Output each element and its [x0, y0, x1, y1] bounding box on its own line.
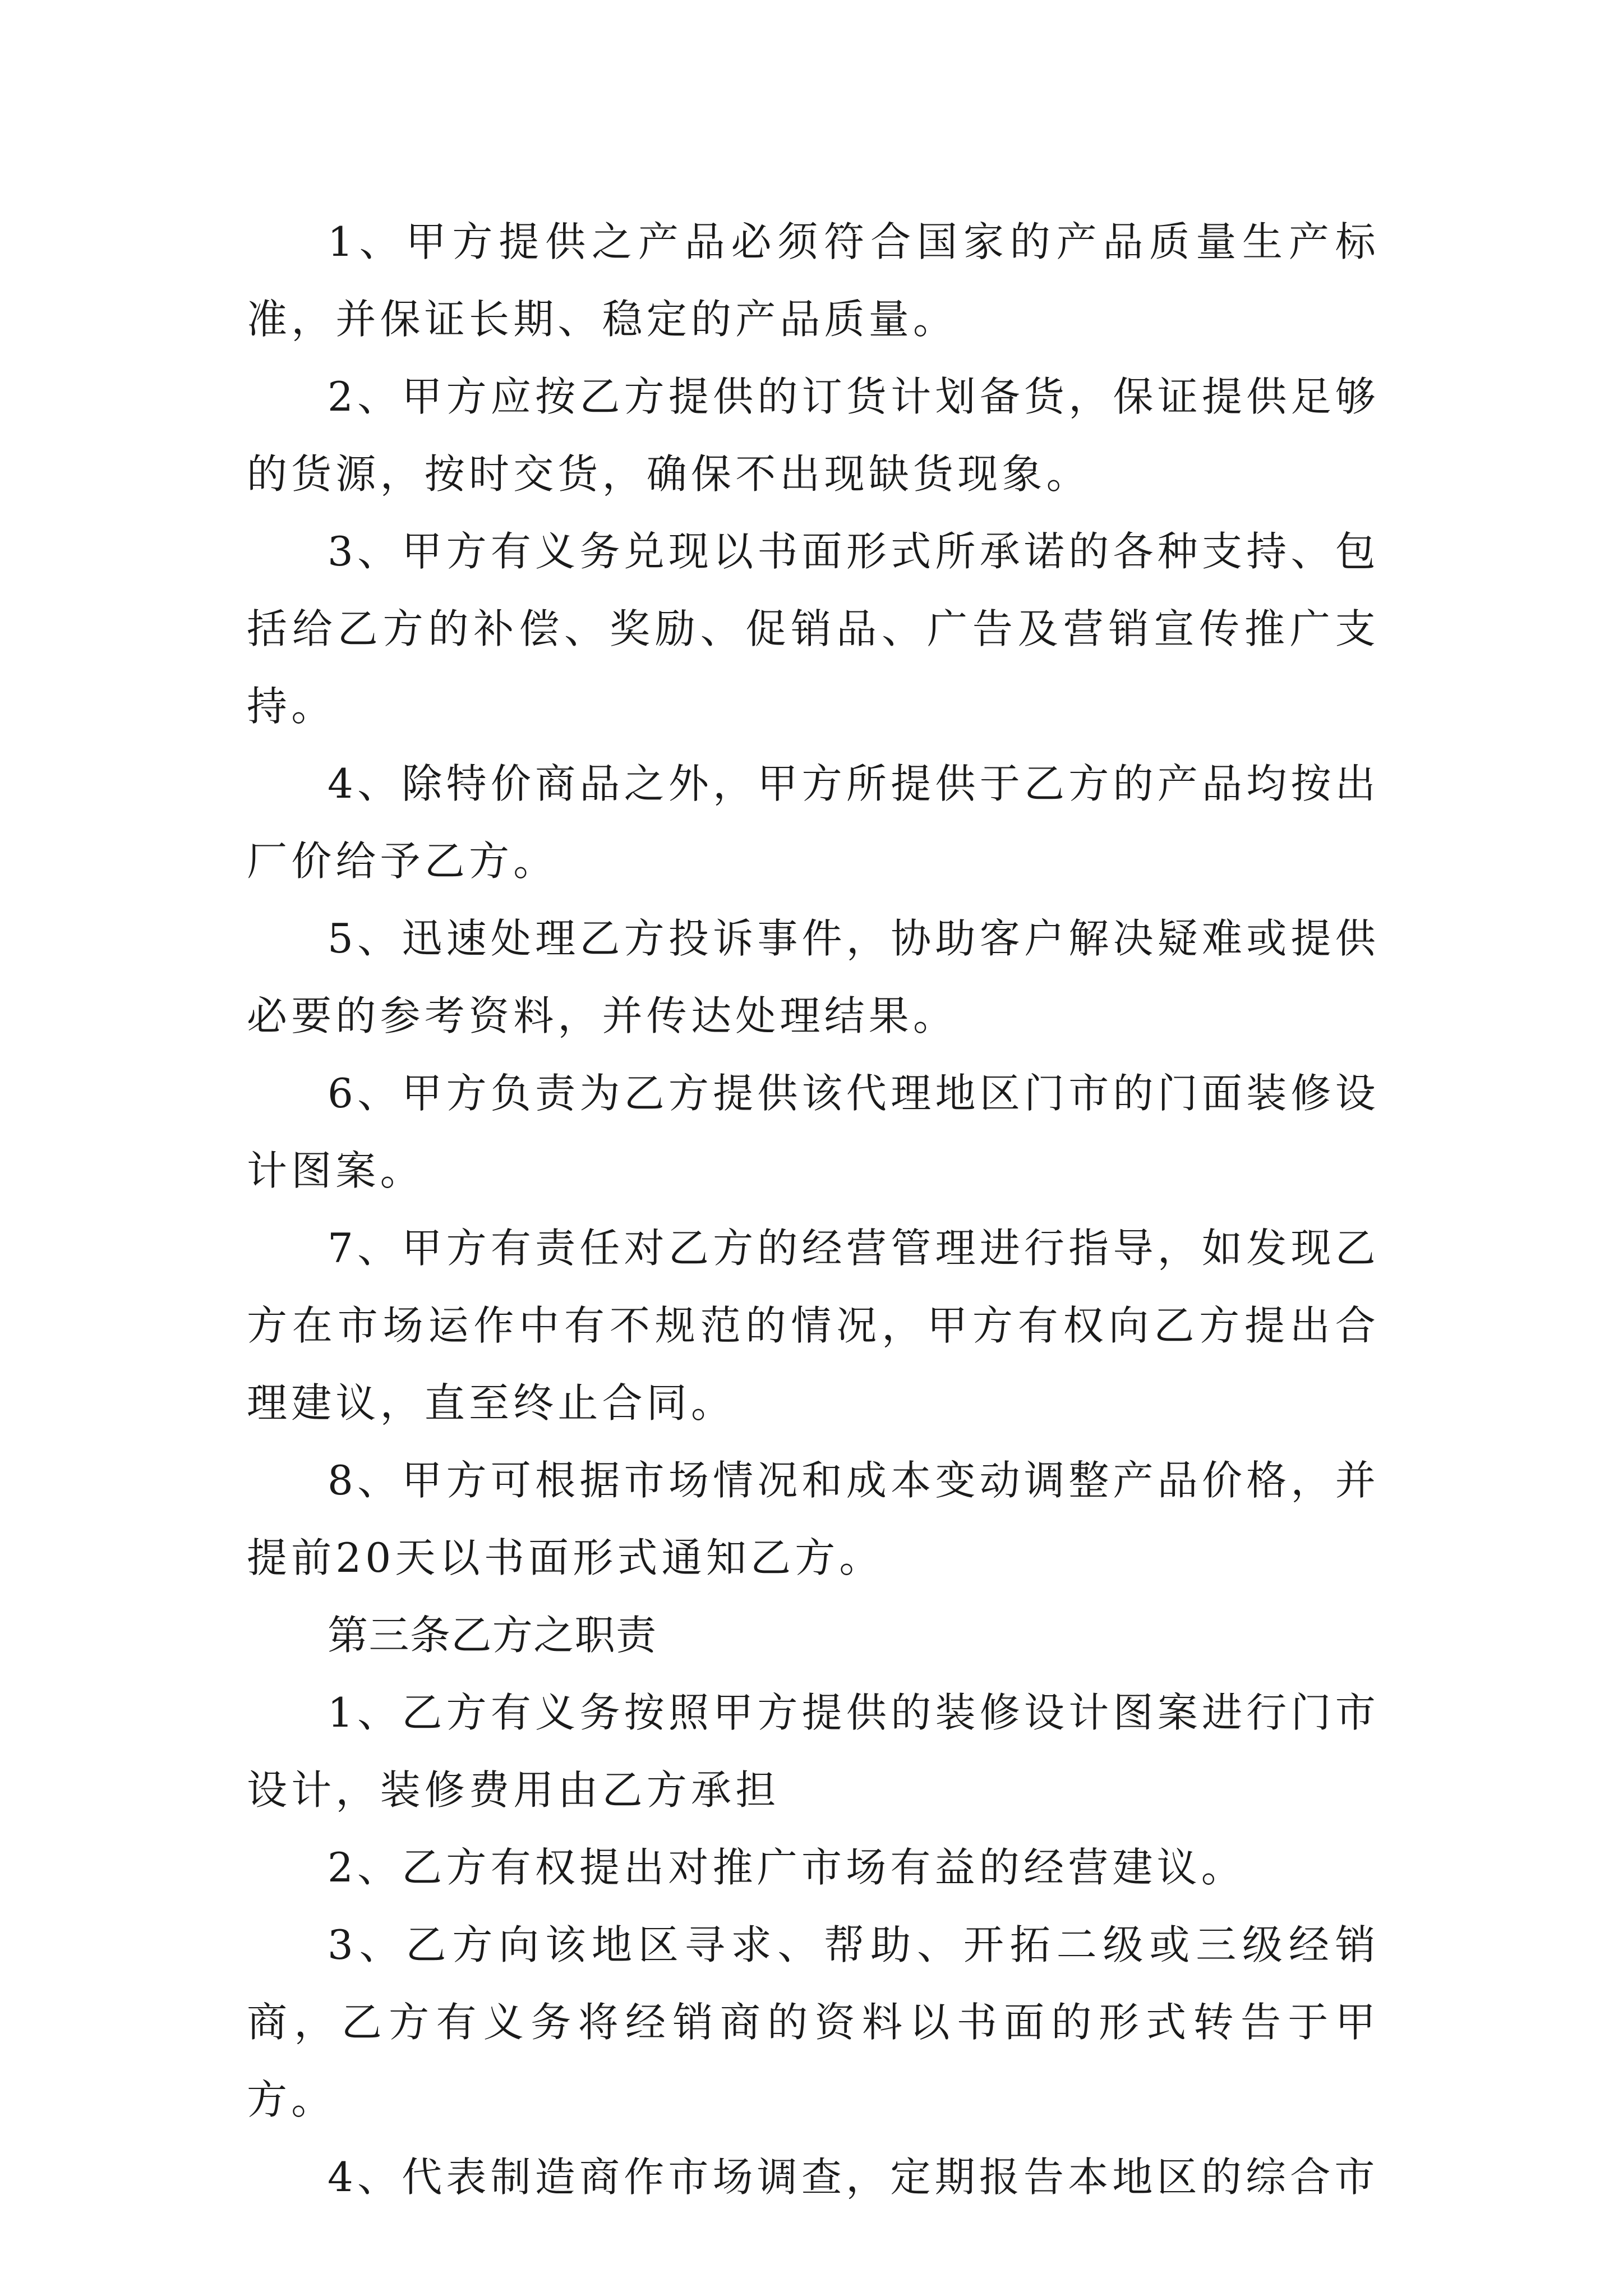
document-page [247, 203, 1380, 2216]
paragraph-4: 4、除特价商品之外，甲方所提供于乙方的产品均按出厂价给予乙方。 [247, 760, 1380, 885]
section-heading: 第三条乙方之职责 [328, 1612, 657, 1659]
paragraph-1: 1、甲方提供之产品必须符合国家的产品质量生产标准，并保证长期、稳定的产品质量。 [247, 218, 1380, 343]
paragraph-10: 2、乙方有权提出对推广市场有益的经营建议。 [328, 1844, 1246, 1891]
paragraph-9: 1、乙方有义务按照甲方提供的装修设计图案进行门市设计，装修费用由乙方承担 [247, 1689, 1380, 1814]
paragraph-12: 4、代表制造商作市场调查，定期报告本地区的综合市 [328, 2154, 1379, 2201]
paragraph-6: 6、甲方负责为乙方提供该代理地区门市的门面装修设计图案。 [247, 1070, 1380, 1194]
paragraph-3: 3、甲方有义务兑现以书面形式所承诺的各种支持、包括给乙方的补偿、奖励、促销品、广告及营销宣传推广支持。 [247, 528, 1380, 730]
paragraph-7: 7、甲方有责任对乙方的经营管理进行指导，如发现乙方在市场运作中有不规范的情况，甲方有权向乙方提出合理建议，直至终止合同。 [247, 1225, 1380, 1427]
paragraph-8: 8、甲方可根据市场情况和成本变动调整产品价格，并提前20天以书面形式通知乙方。 [247, 1457, 1380, 1581]
paragraph-5: 5、迅速处理乙方投诉事件，协助客户解决疑难或提供必要的参考资料，并传达处理结果。 [247, 915, 1380, 1039]
paragraph-11: 3、乙方向该地区寻求、帮助、开拓二级或三级经销商，乙方有义务将经销商的资料以书面的形式转告于甲方。 [247, 1921, 1380, 2123]
paragraph-2: 2、甲方应按乙方提供的订货计划备货，保证提供足够的货源，按时交货，确保不出现缺货现象。 [247, 373, 1380, 498]
